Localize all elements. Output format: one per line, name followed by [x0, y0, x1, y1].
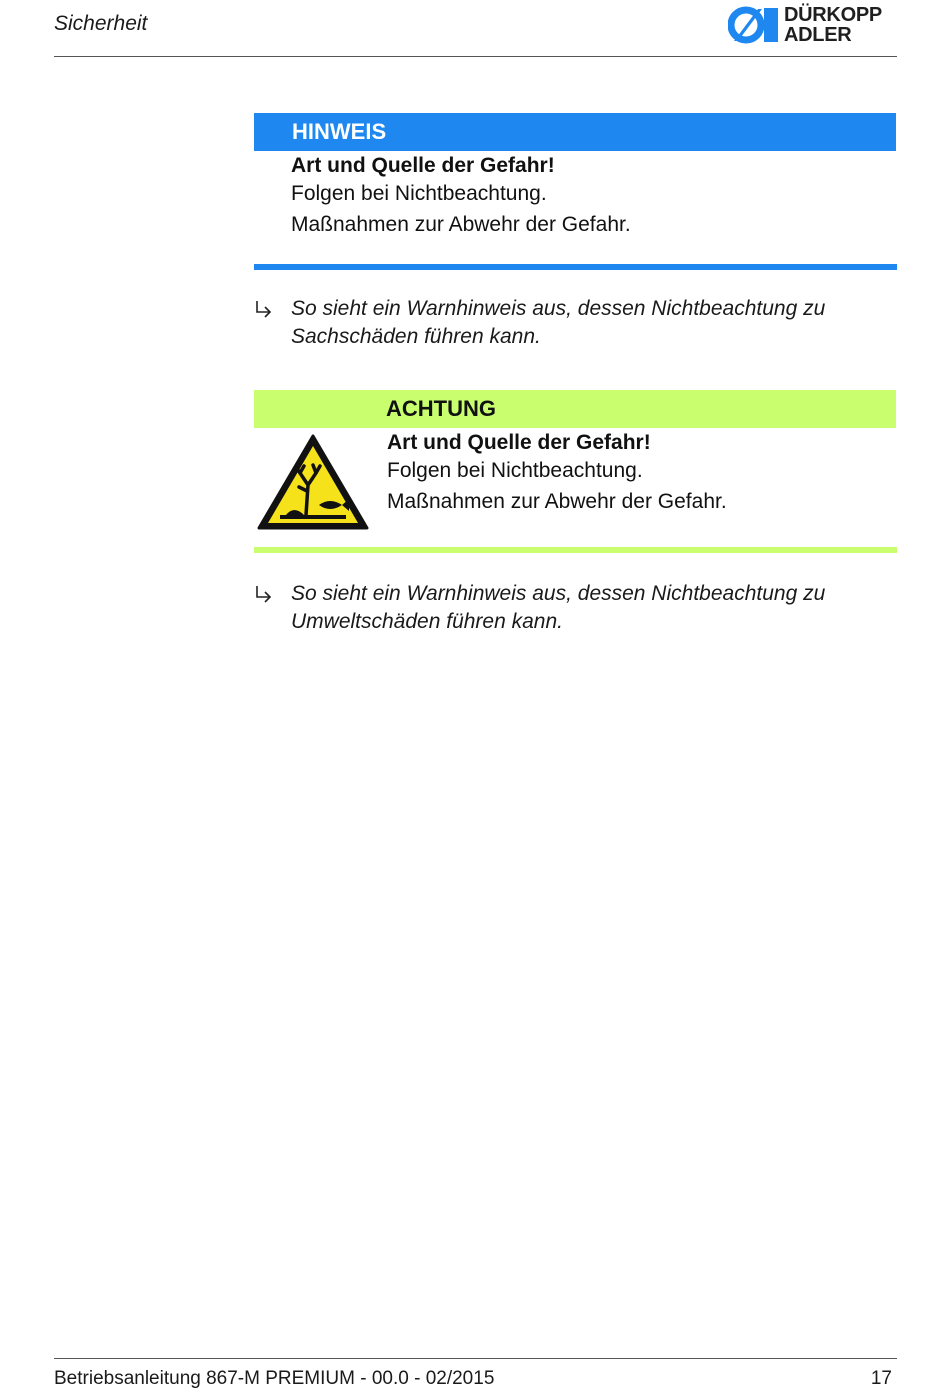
section-title: Sicherheit — [54, 12, 148, 35]
achtung-caption-line1: So sieht ein Warnhinweis aus, dessen Nichtbeachtung zu — [291, 582, 826, 605]
environmental-hazard-warning-icon — [256, 433, 370, 531]
achtung-measures: Maßnahmen zur Abwehr der Gefahr. — [387, 490, 727, 513]
brand-name-line2: ADLER — [784, 24, 852, 46]
brand-name-line1: DÜRKOPP — [784, 4, 882, 26]
hinweis-caption-line1: So sieht ein Warnhinweis aus, dessen Nichtbeachtung zu — [291, 297, 826, 320]
achtung-bottom-bar — [254, 547, 897, 553]
achtung-consequences: Folgen bei Nichtbeachtung. — [387, 459, 643, 482]
achtung-hazard-source: Art und Quelle der Gefahr! — [387, 431, 651, 454]
page-number: 17 — [870, 1368, 892, 1389]
hinweis-header — [254, 113, 896, 151]
achtung-label: ACHTUNG — [386, 396, 496, 421]
footer-divider — [54, 1358, 897, 1359]
arrow-bullet-icon — [254, 299, 274, 321]
brand-logo — [728, 3, 900, 47]
hinweis-hazard-source: Art und Quelle der Gefahr! — [291, 154, 555, 177]
arrow-bullet-icon — [254, 584, 274, 606]
achtung-header — [254, 390, 896, 428]
hinweis-bottom-bar — [254, 264, 897, 270]
hinweis-label: HINWEIS — [292, 119, 387, 144]
achtung-caption-line2: Umweltschäden führen kann. — [291, 610, 563, 633]
footer-document-info: Betriebsanleitung 867-M PREMIUM - 00.0 - 02/2015 — [54, 1368, 495, 1389]
header-divider — [54, 56, 897, 57]
hinweis-caption-line2: Sachschäden führen kann. — [291, 325, 541, 348]
duerkopp-adler-logo-icon — [728, 5, 782, 45]
hinweis-consequences: Folgen bei Nichtbeachtung. — [291, 182, 547, 205]
hinweis-measures: Maßnahmen zur Abwehr der Gefahr. — [291, 213, 631, 236]
